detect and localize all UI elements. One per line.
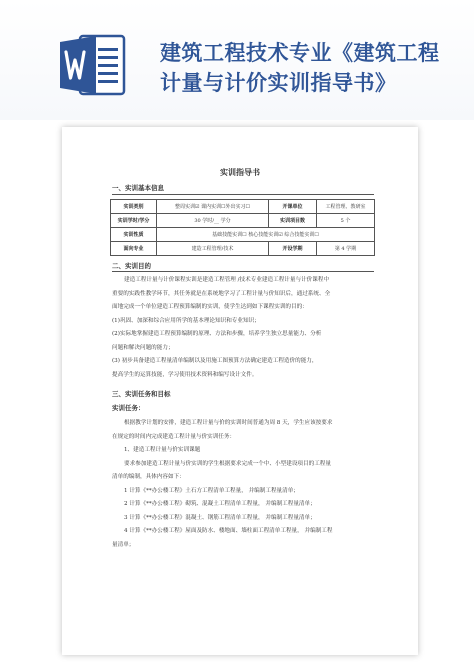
table-cell: 5 个: [317, 214, 375, 228]
paragraph-line: 量清单；: [112, 541, 135, 548]
table-cell: 开设学期: [269, 242, 317, 256]
document-title: [160, 38, 460, 98]
tasks-heading: 实训任务：: [112, 404, 145, 412]
table-cell: 实训项目数: [269, 214, 317, 228]
paragraph-line: (2)实际地掌握建造工程预算编制的原理、方法和步骤，培养学生独立思量能力、分析: [112, 331, 322, 337]
paragraph-line: (1)巩固、加深和综合应用所学的基本理论知识和专业知识；: [112, 317, 260, 324]
paragraph-line: 要求参加建造工程计量与价实训的学生根据要求完成一个中、小型建设项目的工程量: [124, 460, 331, 467]
paragraph-line: 重要的实践性教学环节，其任务就是在系统地学习了工程计量与价知识后，通过系统、全: [112, 290, 331, 297]
divider: [112, 194, 374, 195]
paragraph-line: 在规定的时间内完成建造工程计量与价实训任务：: [112, 433, 236, 440]
table-row: [111, 242, 375, 256]
divider: [112, 271, 374, 272]
paragraph-line: (3) 初步具备建造工程量清单编制以及用施工图预算方法确定建造工程造价的能力，: [112, 358, 318, 364]
paragraph-line: 3 计算《**办公楼工程》混凝土、钢筋工程清单工程量， 并编制工程量清单；: [124, 514, 316, 521]
paragraph-line: 1 计算《**办公楼工程》土石方工程清单工程量， 并编制工程量清单；: [124, 487, 299, 494]
table-cell: 建造工程管理/技术: [157, 242, 269, 256]
table-row: [111, 200, 375, 214]
paragraph-line: 面地完成一个单位建造工程预算编制的实训，使学生达到如下课程实训的目的：: [112, 304, 308, 310]
purpose-text: [112, 274, 374, 382]
tasks-text: [112, 417, 374, 552]
paragraph-line: 问题和解决问题的能力；: [112, 344, 174, 351]
info-table: [110, 199, 375, 256]
table-cell: 开课单位: [269, 200, 317, 214]
table-cell: 面向专业: [111, 242, 157, 256]
section-basic-info: 一、实训基本信息: [112, 184, 164, 192]
table-cell: 整周实训☑ 课内实训☐外出实习☐: [157, 200, 269, 214]
paragraph-line: 清单的编制，具体内容如下：: [112, 474, 185, 480]
paragraph-line: 2 计算《**办公楼工程》砌筑、混凝土工程清单工程量， 并编制工程量清单；: [124, 501, 316, 507]
table-cell: 第 4 学期: [317, 242, 375, 256]
section-purpose: 二、实训目的: [112, 262, 151, 270]
paragraph-line: 4 计算《**办公楼工程》屋面及防水、楼地面、墙柱面工程清单工程量， 并编制工程: [124, 528, 333, 534]
paragraph-line: 根据教学计划的安排，建造工程计量与价的实训时间普通为周 8 天，学生应该按要求: [124, 420, 333, 426]
section-tasks: 三、实训任务和目标: [112, 390, 171, 398]
table-cell: 实训类别: [111, 200, 157, 214]
table-cell: 30 学时/__ 学分: [157, 214, 269, 228]
paragraph-line: 提高学生的运算技能，学习使用技术资料和编写设计文件。: [112, 371, 258, 378]
document-preview[interactable]: [62, 127, 418, 655]
document-title-line1: 建筑工程技术专业《建筑工程: [160, 41, 440, 65]
table-cell: 实训性质: [111, 228, 157, 242]
table-cell: 基础技能实训☐ 核心技能实训☑ 综合技能实训☐: [157, 228, 375, 242]
document-title-line2: 计量与计价实训指导书》: [160, 71, 397, 95]
paragraph-line: 建造工程计量与计价课程实训是建造工程管理 /技术专业建造工程计量与计价课程中: [124, 277, 330, 283]
word-icon: [58, 34, 126, 96]
table-row: [111, 214, 375, 228]
doc-heading: 实训指导书: [220, 167, 260, 177]
table-row: [111, 228, 375, 242]
table-cell: 实训学时/学分: [111, 214, 157, 228]
paragraph-line: 1、建造工程计量与价实训课题: [124, 447, 201, 453]
banner: [0, 0, 474, 120]
table-cell: 工程管理、教研室: [317, 200, 375, 214]
